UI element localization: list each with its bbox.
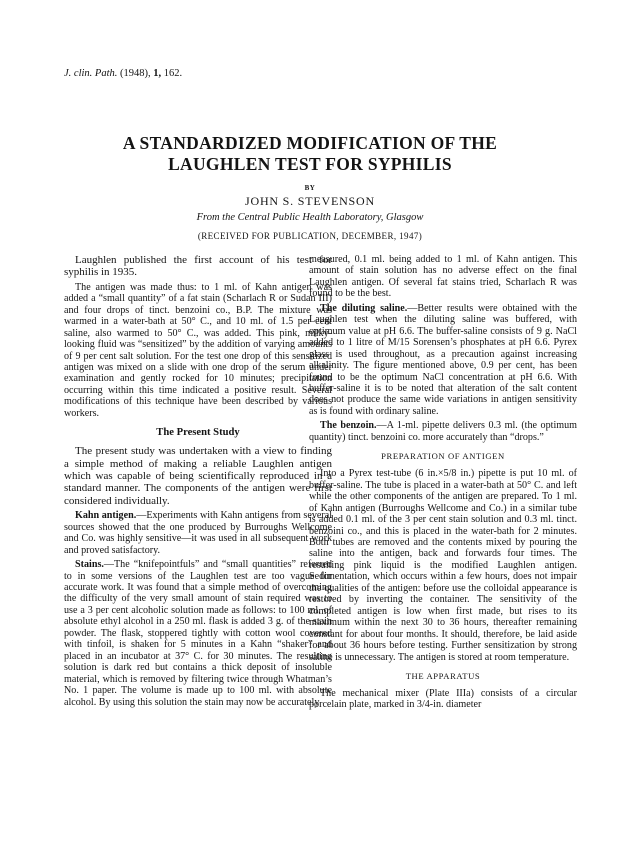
section-heading-present-study: The Present Study — [156, 427, 240, 439]
journal-year: (1948), — [120, 68, 151, 79]
author-affiliation: From the Central Public Health Laboratory, Glasgow — [196, 212, 424, 223]
by-label: BY — [304, 184, 316, 192]
diluting-saline-lead: The diluting saline. — [320, 302, 408, 314]
benzoin-text: —A 1-ml. pipette delivers 0.3 ml. (the optimum quantity) tinct. benzoini co. more accurately than “drops.” — [309, 420, 577, 443]
received-date: (RECEIVED FOR PUBLICATION, DECEMBER, 1947) — [197, 231, 423, 241]
journal-volume: 1, — [153, 68, 162, 79]
stains-paragraph — [64, 559, 332, 708]
kahn-antigen-paragraph — [64, 510, 332, 556]
section-heading-preparation: PREPARATION OF ANTIGEN — [381, 451, 505, 462]
apparatus-paragraph: The mechanical mixer (Plate IIIa) consists of a circular porcelain plate, marked in 3/4-in. diameter — [309, 687, 577, 711]
running-head — [64, 68, 182, 79]
journal-page-number: 162. — [163, 68, 183, 79]
benzoin-lead: The benzoin. — [320, 420, 377, 432]
intro-paragraph: Laughlen published the first account of his test for syphilis in 1935. — [64, 254, 332, 279]
present-study-paragraph: The present study was undertaken with a view to finding a simple method of making a reliable Laughlen antigen which was capable of being scientifically reproduced in a standard manner. The components of the antigen were first considered individually. — [64, 445, 332, 507]
original-method-paragraph: The antigen was made thus: to 1 ml. of Kahn antigen was added a “small quantity” of a fat stain (Scharlach R or Sudan III) and four drops of tinct. benzoini co., B.P. The mixture was warmed in a water-bath at 50° C., and 10 ml. of 1.5 per cent saline, also warmed to 50° C., was added. This pink, milky-looking fluid was “sensitized” by the addition of varying amounts of 9 per cent salt solution. For the test one drop of this sensitized antigen was mixed on a slide with one drop of the serum under examination and gently rocked for 10 minutes; precipitation occurring within this time indicated a positive result. Several modifications of this technique have been described by various workers. — [64, 281, 332, 419]
stains-lead: Stains. — [75, 559, 104, 571]
stain-continuation-paragraph: measured, 0.1 ml. being added to 1 ml. of Kahn antigen. This amount of stain solution has no adverse effect on the final Laughlen antigen. Of several fat stains tried, Scharlach R was found to be the best. — [309, 254, 577, 300]
benzoin-paragraph — [309, 420, 577, 443]
kahn-antigen-lead: Kahn antigen. — [75, 510, 137, 522]
diluting-saline-paragraph — [309, 303, 577, 418]
author-name: JOHN S. STEVENSON — [245, 194, 375, 208]
article-title-line-1: A STANDARDIZED MODIFICATION OF THE — [122, 133, 498, 153]
right-column — [309, 254, 577, 711]
diluting-saline-text: —Better results were obtained with the Laughlen test when the diluting saline was buffered, with optimum value at pH 6.6. The buffer-saline consists of 9 g. NaCl added to 1 litre of M/15 Sorensen’s phosphates at pH 6.6. Pyrex glass is used throughout, as a precaution against increasing alkalinity. The figure mentioned above, 0.9 per cent, has been found to be the optimum NaCl concentration at pH 6.6. With buffer-saline it is to be noted that alteration of the salt content does not produce the same wide variations in antigen sensitivity as is found with ordinary saline. — [309, 302, 577, 417]
article-title-line-2: LAUGHLEN TEST FOR SYPHILIS — [168, 154, 452, 174]
left-column — [64, 254, 332, 708]
kahn-antigen-text: —Experiments with Kahn antigens from several sources showed that the one produced by Burroughs Wellcome and Co. was highly sensitive—it was used in all subsequent work and proved satisfactory. — [64, 510, 333, 556]
stains-text: —The “knifepointfuls” and “small quantities” referred to in some versions of the Laughlen test are too vague for accurate work. It was found that a simple method of overcoming the difficulty of the very small amount of stain required was to use a 3 per cent alcoholic solution made as follows: to 100 ml. of absolute ethyl alcohol in a 250 ml. flask is added 3 g. of the stain powder. The flask, stoppered tightly with cotton wool covered with tinfoil, is shaken for 5 minutes in a Kahn “shaker” and placed in an incubator at 37° C. for 30 minutes. The resulting solution is dark red but contains a thick deposit of insoluble material, which is removed by filtering twice through Whatman’s No. 1 paper. The volume is made up to 100 ml. with absolute alcohol. By using this solution the stain may now be accurately — [64, 559, 332, 708]
preparation-paragraph: Into a Pyrex test-tube (6 in.×5/8 in.) pipette is put 10 ml. of buffer-saline. The tube is placed in a water-bath at 50° C. and left while the other components of the antigen are prepared. To 1 ml. of Kahn antigen (Burroughs Wellcome and Co.) in a similar tube is added 0.1 ml. of the 3 per cent stain solution and 0.3 ml. tinct. benzoini co., and this is placed in the water-bath for 2 minutes. Both tubes are removed and the contents mixed by pouring the saline into the antigen, back and forwards four times. The resulting pink liquid is the modified Laughlen antigen. Sedimentation, which occurs within a few hours, does not impair the qualities of the antigen: before use the colloidal appearance is restored by inverting the container. The sensitivity of the completed antigen is low when first made, but rises to its maximum within the next 30 to 36 hours, thereafter remaining constant for about four months. It should, therefore, be laid aside for about 36 hours before testing. Further sensitization by strong saline is unnecessary. The antigen is stored at room temperature. — [309, 468, 577, 663]
journal-name: J. clin. Path. — [64, 68, 118, 79]
section-heading-apparatus: THE APPARATUS — [405, 670, 481, 681]
